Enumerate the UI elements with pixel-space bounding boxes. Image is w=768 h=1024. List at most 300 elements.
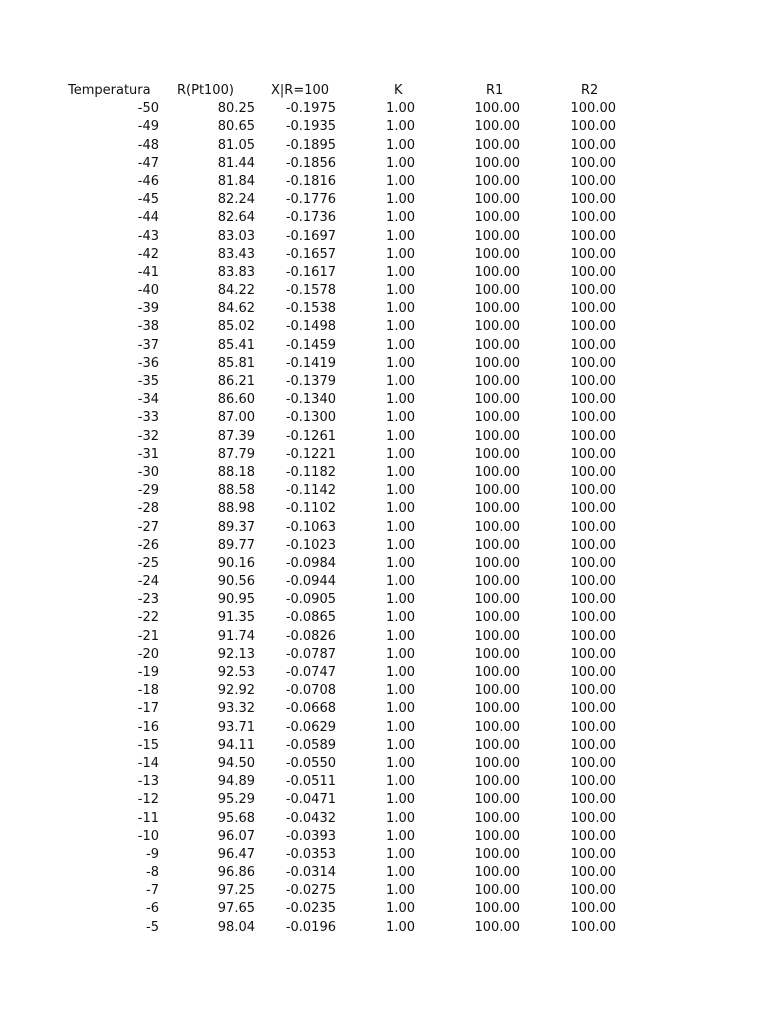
cell-r-pt100: 90.16	[217, 555, 255, 571]
cell-r1: 100.00	[474, 501, 520, 517]
cell-temperatura: -19	[137, 665, 159, 680]
cell-k: 1.00	[386, 701, 415, 717]
cell-temperatura: -21	[137, 628, 159, 644]
cell-r2: 100.00	[570, 901, 616, 917]
cell-r1: 100.00	[474, 173, 520, 189]
cell-r1: 100.00	[474, 464, 520, 480]
cell-x: -0.1935	[285, 119, 336, 135]
table-row	[0, 537, 768, 555]
table-row	[0, 755, 768, 773]
cell-r2: 100.00	[570, 574, 616, 590]
cell-x: -0.0865	[285, 610, 336, 626]
cell-k: 1.00	[386, 319, 415, 335]
cell-r2: 100.00	[570, 683, 616, 699]
cell-k: 1.00	[386, 337, 415, 353]
header-temperatura: Temperatura	[68, 83, 151, 98]
header-r1: R1	[486, 83, 504, 98]
table-row	[0, 373, 768, 391]
table-row	[0, 737, 768, 755]
table-row	[0, 828, 768, 846]
table-row	[0, 719, 768, 737]
cell-x: -0.1023	[285, 537, 336, 553]
cell-r1: 100.00	[474, 719, 520, 735]
cell-x: -0.0944	[285, 574, 336, 590]
cell-x: -0.1975	[285, 101, 336, 117]
cell-r1: 100.00	[474, 319, 520, 335]
table-row	[0, 100, 768, 118]
table-row	[0, 519, 768, 537]
cell-r-pt100: 84.62	[217, 301, 255, 317]
table-row	[0, 428, 768, 446]
cell-temperatura: -12	[137, 792, 159, 808]
cell-k: 1.00	[386, 810, 415, 826]
cell-k: 1.00	[386, 464, 415, 480]
cell-k: 1.00	[386, 210, 415, 226]
cell-x: -0.1102	[285, 501, 336, 517]
table-row	[0, 391, 768, 409]
cell-r1: 100.00	[474, 228, 520, 244]
cell-temperatura: -36	[137, 355, 159, 371]
header-r2: R2	[581, 83, 599, 98]
cell-r2: 100.00	[570, 755, 616, 771]
table-row	[0, 555, 768, 573]
cell-k: 1.00	[386, 446, 415, 462]
cell-r1: 100.00	[474, 683, 520, 699]
cell-k: 1.00	[386, 592, 415, 608]
table-row	[0, 264, 768, 282]
table-row	[0, 300, 768, 318]
cell-temperatura: -20	[137, 646, 159, 662]
table-row	[0, 646, 768, 664]
cell-x: -0.1657	[285, 246, 336, 262]
cell-k: 1.00	[386, 865, 415, 881]
cell-x: -0.0196	[285, 919, 336, 935]
cell-temperatura: -11	[137, 810, 159, 826]
cell-r-pt100: 86.60	[217, 392, 255, 408]
table-row	[0, 900, 768, 918]
cell-r1: 100.00	[474, 283, 520, 299]
cell-r1: 100.00	[474, 828, 520, 844]
cell-r1: 100.00	[474, 592, 520, 608]
cell-r2: 100.00	[570, 101, 616, 117]
table-row	[0, 700, 768, 718]
cell-x: -0.1300	[285, 410, 336, 426]
cell-k: 1.00	[386, 646, 415, 662]
table-row	[0, 191, 768, 209]
cell-k: 1.00	[386, 901, 415, 917]
cell-temperatura: -16	[137, 719, 159, 735]
cell-r1: 100.00	[474, 374, 520, 389]
cell-x: -0.0275	[285, 883, 336, 899]
cell-temperatura: -45	[137, 192, 159, 208]
table-row	[0, 846, 768, 864]
cell-r2: 100.00	[570, 410, 616, 426]
cell-r-pt100: 90.56	[217, 574, 255, 590]
cell-temperatura: -33	[137, 410, 159, 426]
cell-x: -0.0353	[285, 846, 336, 862]
cell-temperatura: -49	[137, 119, 159, 135]
cell-k: 1.00	[386, 192, 415, 208]
cell-temperatura: -26	[137, 537, 159, 553]
cell-r-pt100: 98.04	[217, 919, 255, 935]
cell-r-pt100: 80.25	[217, 101, 255, 117]
cell-x: -0.0905	[285, 592, 336, 608]
cell-r1: 100.00	[474, 264, 520, 280]
cell-r-pt100: 82.24	[217, 192, 255, 208]
cell-r2: 100.00	[570, 537, 616, 553]
cell-k: 1.00	[386, 555, 415, 571]
cell-temperatura: -7	[146, 883, 159, 899]
cell-x: -0.1261	[285, 428, 336, 444]
cell-x: -0.1142	[285, 483, 336, 499]
cell-r-pt100: 92.92	[217, 683, 255, 699]
cell-r-pt100: 85.81	[217, 355, 255, 371]
cell-r-pt100: 83.43	[217, 246, 255, 262]
cell-temperatura: -25	[137, 555, 159, 571]
table-row	[0, 664, 768, 682]
cell-r-pt100: 96.86	[217, 865, 255, 881]
cell-r1: 100.00	[474, 192, 520, 208]
cell-r2: 100.00	[570, 210, 616, 226]
cell-r-pt100: 84.22	[217, 283, 255, 299]
cell-k: 1.00	[386, 355, 415, 371]
cell-k: 1.00	[386, 519, 415, 535]
cell-k: 1.00	[386, 665, 415, 680]
cell-r-pt100: 97.25	[217, 883, 255, 899]
cell-r-pt100: 97.65	[217, 901, 255, 917]
cell-r-pt100: 91.35	[217, 610, 255, 626]
cell-r1: 100.00	[474, 901, 520, 917]
cell-r1: 100.00	[474, 574, 520, 590]
cell-temperatura: -23	[137, 592, 159, 608]
cell-temperatura: -37	[137, 337, 159, 353]
cell-r1: 100.00	[474, 355, 520, 371]
cell-r1: 100.00	[474, 519, 520, 535]
cell-temperatura: -47	[137, 155, 159, 171]
cell-temperatura: -41	[137, 264, 159, 280]
cell-r2: 100.00	[570, 865, 616, 881]
cell-x: -0.0589	[285, 737, 336, 753]
cell-r1: 100.00	[474, 810, 520, 826]
cell-r-pt100: 90.95	[217, 592, 255, 608]
cell-r1: 100.00	[474, 246, 520, 262]
cell-temperatura: -15	[137, 737, 159, 753]
cell-x: -0.1459	[285, 337, 336, 353]
cell-k: 1.00	[386, 137, 415, 153]
cell-x: -0.1578	[285, 283, 336, 299]
cell-r-pt100: 82.64	[217, 210, 255, 226]
cell-temperatura: -35	[137, 374, 159, 389]
cell-k: 1.00	[386, 410, 415, 426]
cell-r2: 100.00	[570, 774, 616, 790]
cell-k: 1.00	[386, 719, 415, 735]
cell-x: -0.1498	[285, 319, 336, 335]
cell-x: -0.1379	[285, 374, 336, 389]
cell-x: -0.1340	[285, 392, 336, 408]
cell-r-pt100: 94.50	[217, 755, 255, 771]
cell-k: 1.00	[386, 155, 415, 171]
cell-k: 1.00	[386, 483, 415, 499]
table-row	[0, 864, 768, 882]
cell-r1: 100.00	[474, 792, 520, 808]
table-row	[0, 882, 768, 900]
cell-x: -0.0511	[285, 774, 336, 790]
cell-r2: 100.00	[570, 737, 616, 753]
cell-r-pt100: 87.00	[217, 410, 255, 426]
table-row	[0, 773, 768, 791]
cell-k: 1.00	[386, 828, 415, 844]
cell-r-pt100: 85.41	[217, 337, 255, 353]
cell-r2: 100.00	[570, 355, 616, 371]
cell-r2: 100.00	[570, 446, 616, 462]
table-row	[0, 591, 768, 609]
cell-k: 1.00	[386, 755, 415, 771]
table-row	[0, 173, 768, 191]
table-row	[0, 228, 768, 246]
header-k: K	[394, 83, 403, 98]
cell-r1: 100.00	[474, 628, 520, 644]
table-row	[0, 409, 768, 427]
cell-r1: 100.00	[474, 737, 520, 753]
cell-r1: 100.00	[474, 210, 520, 226]
cell-r-pt100: 88.58	[217, 483, 255, 499]
cell-r2: 100.00	[570, 628, 616, 644]
cell-x: -0.1776	[285, 192, 336, 208]
table-row	[0, 609, 768, 627]
cell-temperatura: -34	[137, 392, 159, 408]
cell-x: -0.0984	[285, 555, 336, 571]
cell-temperatura: -6	[146, 901, 159, 917]
cell-k: 1.00	[386, 683, 415, 699]
cell-r2: 100.00	[570, 701, 616, 717]
cell-r-pt100: 96.47	[217, 846, 255, 862]
cell-r1: 100.00	[474, 483, 520, 499]
cell-r1: 100.00	[474, 410, 520, 426]
cell-temperatura: -9	[146, 846, 159, 862]
table-row	[0, 118, 768, 136]
cell-r1: 100.00	[474, 846, 520, 862]
cell-r2: 100.00	[570, 464, 616, 480]
cell-r1: 100.00	[474, 755, 520, 771]
cell-r1: 100.00	[474, 155, 520, 171]
cell-temperatura: -30	[137, 464, 159, 480]
cell-r2: 100.00	[570, 301, 616, 317]
cell-r1: 100.00	[474, 701, 520, 717]
cell-x: -0.0393	[285, 828, 336, 844]
cell-temperatura: -10	[137, 828, 159, 844]
cell-r2: 100.00	[570, 228, 616, 244]
cell-k: 1.00	[386, 173, 415, 189]
cell-temperatura: -48	[137, 137, 159, 153]
cell-x: -0.1617	[285, 264, 336, 280]
table-row	[0, 318, 768, 336]
cell-r2: 100.00	[570, 337, 616, 353]
cell-k: 1.00	[386, 628, 415, 644]
cell-r2: 100.00	[570, 192, 616, 208]
cell-r-pt100: 81.84	[217, 173, 255, 189]
table-row	[0, 919, 768, 937]
cell-r1: 100.00	[474, 301, 520, 317]
table-row	[0, 628, 768, 646]
header-x: X|R=100	[271, 83, 330, 98]
cell-r2: 100.00	[570, 428, 616, 444]
cell-r2: 100.00	[570, 483, 616, 499]
table-row	[0, 500, 768, 518]
cell-temperatura: -42	[137, 246, 159, 262]
cell-r2: 100.00	[570, 919, 616, 935]
cell-x: -0.0550	[285, 755, 336, 771]
cell-r1: 100.00	[474, 610, 520, 626]
cell-r2: 100.00	[570, 173, 616, 189]
cell-x: -0.1856	[285, 155, 336, 171]
cell-r2: 100.00	[570, 264, 616, 280]
cell-r2: 100.00	[570, 792, 616, 808]
cell-k: 1.00	[386, 919, 415, 935]
header-r-pt100: R(Pt100)	[177, 83, 234, 98]
cell-x: -0.1697	[285, 228, 336, 244]
cell-r-pt100: 88.98	[217, 501, 255, 517]
cell-k: 1.00	[386, 792, 415, 808]
cell-r2: 100.00	[570, 319, 616, 335]
cell-k: 1.00	[386, 119, 415, 135]
cell-r2: 100.00	[570, 519, 616, 535]
cell-r-pt100: 86.21	[217, 374, 255, 389]
cell-x: -0.0235	[285, 901, 336, 917]
table-row	[0, 573, 768, 591]
cell-x: -0.1419	[285, 355, 336, 371]
cell-r-pt100: 94.89	[217, 774, 255, 790]
cell-r1: 100.00	[474, 865, 520, 881]
cell-x: -0.1895	[285, 137, 336, 153]
cell-x: -0.0747	[285, 665, 336, 680]
cell-k: 1.00	[386, 301, 415, 317]
cell-k: 1.00	[386, 264, 415, 280]
cell-x: -0.1063	[285, 519, 336, 535]
cell-temperatura: -22	[137, 610, 159, 626]
cell-r2: 100.00	[570, 137, 616, 153]
cell-temperatura: -14	[137, 755, 159, 771]
cell-r1: 100.00	[474, 774, 520, 790]
cell-r2: 100.00	[570, 846, 616, 862]
cell-r-pt100: 88.18	[217, 464, 255, 480]
cell-r-pt100: 93.71	[217, 719, 255, 735]
cell-x: -0.1221	[285, 446, 336, 462]
cell-temperatura: -38	[137, 319, 159, 335]
cell-x: -0.0471	[285, 792, 336, 808]
cell-r1: 100.00	[474, 646, 520, 662]
cell-r1: 100.00	[474, 883, 520, 899]
cell-r2: 100.00	[570, 665, 616, 680]
table-row	[0, 682, 768, 700]
cell-r2: 100.00	[570, 883, 616, 899]
cell-temperatura: -28	[137, 501, 159, 517]
table-row	[0, 282, 768, 300]
cell-temperatura: -39	[137, 301, 159, 317]
cell-x: -0.0787	[285, 646, 336, 662]
cell-r-pt100: 94.11	[217, 737, 255, 753]
cell-r-pt100: 80.65	[217, 119, 255, 135]
cell-r2: 100.00	[570, 119, 616, 135]
table-row	[0, 337, 768, 355]
cell-temperatura: -18	[137, 683, 159, 699]
cell-r1: 100.00	[474, 137, 520, 153]
cell-r2: 100.00	[570, 828, 616, 844]
cell-r-pt100: 87.39	[217, 428, 255, 444]
cell-r-pt100: 87.79	[217, 446, 255, 462]
cell-temperatura: -8	[146, 865, 159, 881]
cell-r-pt100: 85.02	[217, 319, 255, 335]
cell-temperatura: -24	[137, 574, 159, 590]
table-row	[0, 791, 768, 809]
cell-r-pt100: 83.83	[217, 264, 255, 280]
cell-x: -0.0629	[285, 719, 336, 735]
table-row	[0, 482, 768, 500]
cell-k: 1.00	[386, 374, 415, 389]
table-row	[0, 446, 768, 464]
cell-r2: 100.00	[570, 610, 616, 626]
cell-temperatura: -31	[137, 446, 159, 462]
table-row	[0, 137, 768, 155]
cell-r1: 100.00	[474, 537, 520, 553]
cell-r-pt100: 92.13	[217, 646, 255, 662]
cell-r-pt100: 95.29	[217, 792, 255, 808]
cell-r2: 100.00	[570, 283, 616, 299]
cell-r1: 100.00	[474, 446, 520, 462]
cell-x: -0.1816	[285, 173, 336, 189]
cell-r1: 100.00	[474, 101, 520, 117]
cell-temperatura: -44	[137, 210, 159, 226]
table-row	[0, 355, 768, 373]
table-row	[0, 464, 768, 482]
cell-x: -0.1182	[285, 464, 336, 480]
cell-r-pt100: 81.44	[217, 155, 255, 171]
cell-temperatura: -46	[137, 173, 159, 189]
cell-x: -0.0432	[285, 810, 336, 826]
cell-r-pt100: 96.07	[217, 828, 255, 844]
cell-temperatura: -29	[137, 483, 159, 499]
cell-r1: 100.00	[474, 919, 520, 935]
cell-k: 1.00	[386, 428, 415, 444]
cell-r-pt100: 95.68	[217, 810, 255, 826]
cell-temperatura: -17	[137, 701, 159, 717]
cell-k: 1.00	[386, 392, 415, 408]
cell-k: 1.00	[386, 537, 415, 553]
cell-r2: 100.00	[570, 246, 616, 262]
cell-k: 1.00	[386, 228, 415, 244]
cell-x: -0.1538	[285, 301, 336, 317]
cell-temperatura: -50	[137, 101, 159, 117]
cell-r2: 100.00	[570, 555, 616, 571]
cell-x: -0.0826	[285, 628, 336, 644]
cell-r1: 100.00	[474, 665, 520, 680]
cell-r2: 100.00	[570, 392, 616, 408]
cell-r-pt100: 89.37	[217, 519, 255, 535]
cell-temperatura: -40	[137, 283, 159, 299]
cell-r1: 100.00	[474, 428, 520, 444]
cell-r-pt100: 83.03	[217, 228, 255, 244]
cell-k: 1.00	[386, 283, 415, 299]
cell-r-pt100: 93.32	[217, 701, 255, 717]
table-row	[0, 209, 768, 227]
cell-x: -0.0708	[285, 683, 336, 699]
cell-k: 1.00	[386, 501, 415, 517]
cell-r1: 100.00	[474, 392, 520, 408]
cell-x: -0.1736	[285, 210, 336, 226]
cell-k: 1.00	[386, 846, 415, 862]
cell-r2: 100.00	[570, 374, 616, 389]
cell-r-pt100: 91.74	[217, 628, 255, 644]
cell-r2: 100.00	[570, 719, 616, 735]
